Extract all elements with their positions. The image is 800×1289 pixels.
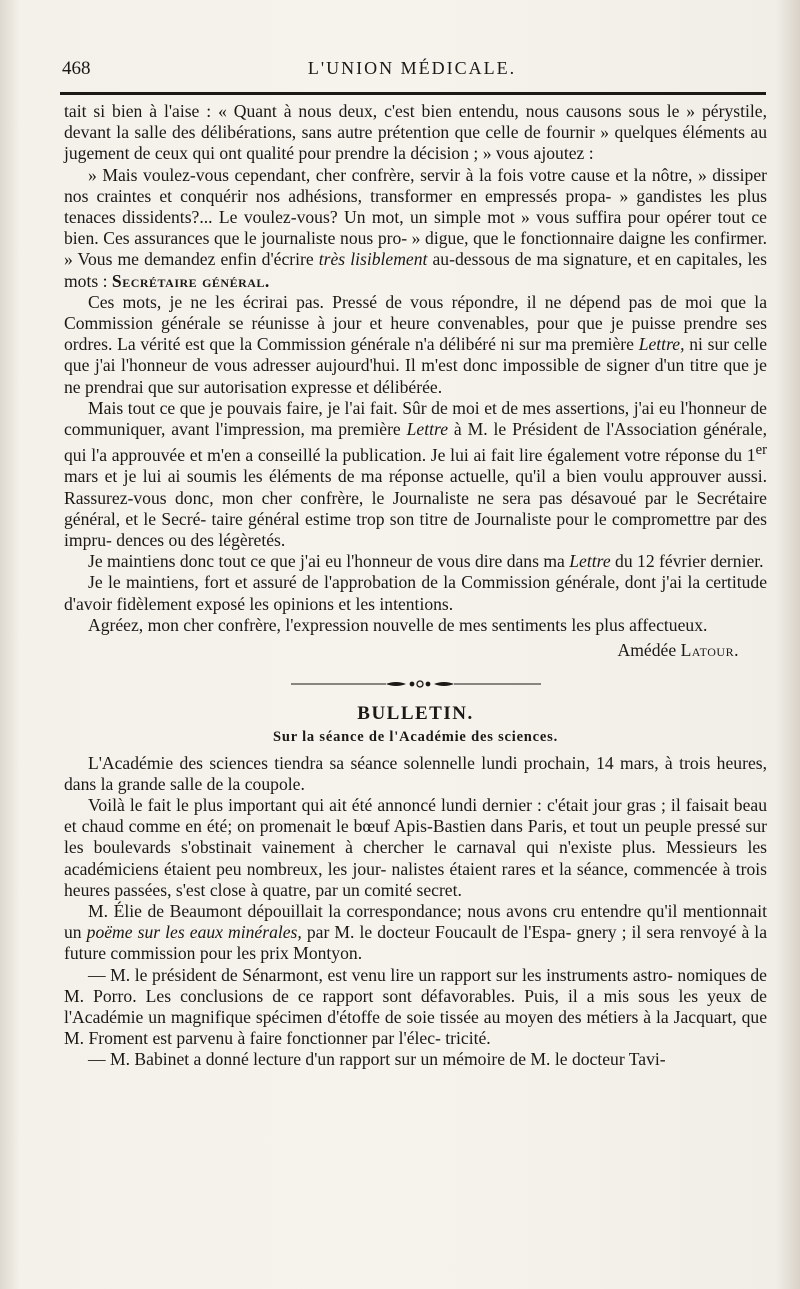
header-rule [60,92,766,95]
letter-paragraph: Je le maintiens, fort et assuré de l'approbation de la Commission générale, dont j'ai la certitude d'avoir fidèlement exposé les opinions et les intentions. [64,572,767,614]
ornament-divider [64,669,767,699]
ornament-divider-icon [291,677,541,691]
text-run: tait si bien à l'aise : « Quant à nous deux, c'est bien entendu, nous causons sous le » pérystile, devant la salle des délibérations, sans autre prétention que celle de fournir » quelques éléments au jugement de ceux qui ont qualité pour prendre la décision ; » vous ajoutez : [64,101,767,164]
article-body [64,101,767,1071]
page-number: 468 [62,58,91,79]
page-header [62,52,762,82]
letter-paragraph [64,165,767,292]
text-run: Je maintiens donc tout ce que j'ai eu l'honneur de vous dire dans ma [88,551,565,572]
superscript: er [755,442,767,459]
bulletin-paragraph: Voilà le fait le plus important qui ait été annoncé lundi dernier : c'était jour gras ; il faisait beau et chaud comme en été; on promenait le bœuf Apis-Bastien dans Paris, et tout un peuple pressé sur les boulevards s'obstinait vainement à chercher le carnaval qui n'existe plus. Messieurs les académiciens étaient peu nombreux, les jour- nalistes étaient rares et la séance, commencée à trois heures passées, s'est close à quatre, par un comité secret. [64,794,767,900]
text-run: par M. le docteur Foucault de l'Espa- gnery ; il sera renvoyé à la future commission pour les prix Montyon. [64,922,768,964]
letter-paragraph [64,101,767,165]
bulletin-paragraph: — M. le président de Sénarmont, est venu lire un rapport sur les instruments astro- nomiques de M. Porro. Les conclusions de ce rapport sont défavorables. Puis, il a mis sous les yeux de l'Académie un magnifique spécimen d'étoffe de soie tissée au moyen des métiers à la Jacquart, que M. Froment est parvenu à faire fonctionner par l'élec- tricité. [64,964,767,1049]
secretary-title: Secrétaire général. [111,270,270,291]
letter-paragraph [64,551,767,572]
signature-first-name: Amédée [617,639,677,660]
text-run: au-dessous de ma signature, et en capitales, les mots : [64,249,767,291]
text-run: Ces mots, je ne les écrirai pas. Pressé de vous répondre, il ne dépend pas de moi que la Commission générale se réunisse à jour et heure convenables, pour que je puisse prendre ses ordres. La vérité est que la Commission générale n'a délibéré ni sur ma première [64,291,767,355]
signature [64,640,767,661]
section-subtitle: Sur la séance de l'Académie des sciences. [272,729,559,746]
text-run: à M. le Président de l'Association générale, qui l'a approuvée et m'en a conseillé la publication. Je lui ai fait lire également votre réponse du 1 [64,419,767,466]
letter-paragraph: Agréez, mon cher confrère, l'expression nouvelle de mes sentiments les plus affectueux. [88,614,708,635]
emphasis: Lettre [569,551,611,572]
text-run: Mais tout ce que je pouvais faire, je l'ai fait. Sûr de moi et de mes assertions, j'ai eu l'honneur de communiquer, avant l'impression, ma première [64,397,767,440]
signature-last-name: Latour. [680,639,739,660]
letter-paragraph [64,398,767,551]
emphasis: Lettre [406,419,449,440]
text-run: mars et je lui ai soumis les éléments de ma réponse actuelle, qu'il a bien voulu approuver aussi. Rassurez-vous donc, mon cher confrère, le Journaliste ne sera pas désavoué par le Secrétaire général, et le Secré- taire général estime trop son titre de Journaliste pour le compromettre par des impru- dences ou des légèretés. [64,466,767,550]
emphasis: Lettre, [638,334,685,355]
bulletin-paragraph: L'Académie des sciences tiendra sa séance solennelle lundi prochain, 14 mars, à trois heures, dans la grande salle de la coupole. [64,752,767,794]
letter-paragraph [64,292,767,398]
emphasis: poëme sur les eaux minérales, [86,922,302,943]
bulletin-paragraph: — M. Babinet a donné lecture d'un rapport sur un mémoire de M. le docteur Tavi- [88,1049,666,1070]
emphasis: très lisiblement [318,249,428,270]
running-head: L'UNION MÉDICALE. [307,58,517,78]
text-run: ni sur celle que j'ai l'honneur de vous adresser aujourd'hui. Il m'est donc impossible de signer d'un titre que je ne prendrai que sur autorisation expresse et délibérée. [64,334,768,397]
section-title: BULLETIN. [357,703,474,725]
bulletin-paragraph [64,901,767,965]
text-run: M. Élie de Beaumont dépouillait la correspondance; nous avons cru entendre qu'il mentionnait un [64,900,767,943]
text-run: » Mais voulez-vous cependant, cher confrère, servir à la fois votre cause et la nôtre, » dissiper nos craintes et conquérir nos adhésions, transformer en empressés propa- » gandistes les plus tenaces dissidents?... Le voulez-vous? Un mot, un simple mot » vous suffira pour opérer tout ce bien. Ces assurances que le journaliste nous pro- » digue, que le fonctionnaire daigne les confirmer. » Vous me demandez enfin d'écrire [64,164,767,270]
text-run: du 12 février dernier. [615,551,764,572]
